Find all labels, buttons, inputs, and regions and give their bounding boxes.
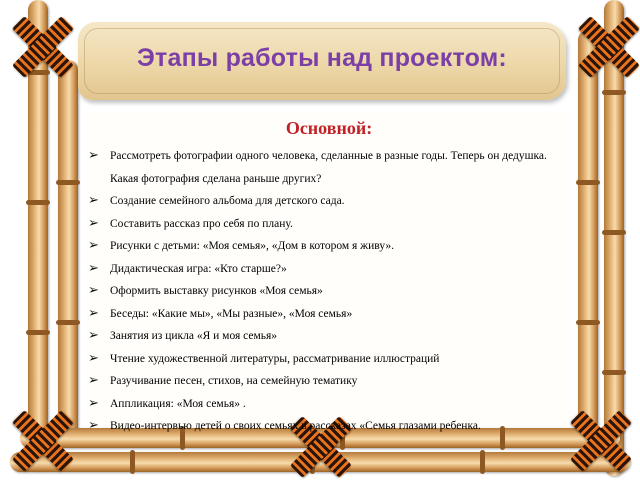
bamboo-left-inner [58, 60, 78, 440]
arrow-bullet-icon: ➢ [88, 395, 99, 411]
arrow-bullet-icon: ➢ [88, 148, 99, 163]
ribbon-knot-top-right [580, 18, 638, 76]
ribbon-knot-bottom-left [14, 412, 72, 470]
list-item [86, 303, 566, 326]
arrow-bullet-icon: ➢ [88, 283, 99, 298]
page-title: Этапы работы над проектом: [137, 44, 507, 72]
arrow-bullet-icon: ➢ [88, 260, 99, 276]
list-item [86, 393, 566, 416]
list-item [86, 370, 566, 393]
arrow-bullet-icon: ➢ [88, 418, 99, 433]
list-item-text: Видео-интервью детей о своих семьях в рассказах «Семья глазами ребенка. [110, 420, 481, 432]
list-item [86, 348, 566, 371]
arrow-bullet-icon: ➢ [88, 305, 99, 321]
list-item-text: Рисунки с детьми: «Моя семья», «Дом в котором я живу». [110, 240, 394, 252]
ribbon-knot-top-left [14, 18, 72, 76]
arrow-bullet-icon: ➢ [88, 193, 99, 208]
list-item-text: Оформить выставку рисунков «Моя семья» [110, 285, 323, 297]
title-banner [78, 22, 566, 100]
list-item [86, 258, 566, 281]
list-item [86, 280, 566, 303]
list-item [86, 235, 566, 258]
list-item [86, 190, 566, 213]
list-item-text: Составить рассказ про себя по плану. [110, 217, 293, 230]
list-item-text: Занятия из цикла «Я и моя семья» [110, 330, 278, 342]
list-item-text: Чтение художественной литературы, рассматривание иллюстраций [110, 352, 440, 365]
list-item [86, 325, 566, 348]
list-item-text: Разучивание песен, стихов, на семейную тематику [110, 375, 358, 387]
list-item-text: Беседы: «Какие мы», «Мы разные», «Моя семья» [110, 307, 353, 320]
bamboo-right-inner [578, 30, 598, 450]
bullet-list [86, 145, 566, 438]
list-item [86, 415, 566, 438]
list-item-text: Дидактическая игра: «Кто старше?» [110, 262, 287, 275]
list-item [86, 213, 566, 236]
list-item-text: Создание семейного альбома для детского сада. [110, 195, 345, 207]
section-heading: Основной: [285, 118, 373, 138]
arrow-bullet-icon: ➢ [88, 350, 99, 366]
arrow-bullet-icon: ➢ [88, 238, 99, 253]
arrow-bullet-icon: ➢ [88, 373, 99, 388]
ribbon-knot-bottom-right [572, 412, 630, 470]
list-item-text: Рассмотреть фотографии одного человека, сделанные в разные годы. Теперь он дедушка. Какая фотография сделана раньше других? [110, 150, 547, 185]
list-item-text: Аппликация: «Моя семья» . [110, 397, 246, 410]
list-item [86, 145, 566, 190]
arrow-bullet-icon: ➢ [88, 328, 99, 343]
arrow-bullet-icon: ➢ [88, 215, 99, 231]
